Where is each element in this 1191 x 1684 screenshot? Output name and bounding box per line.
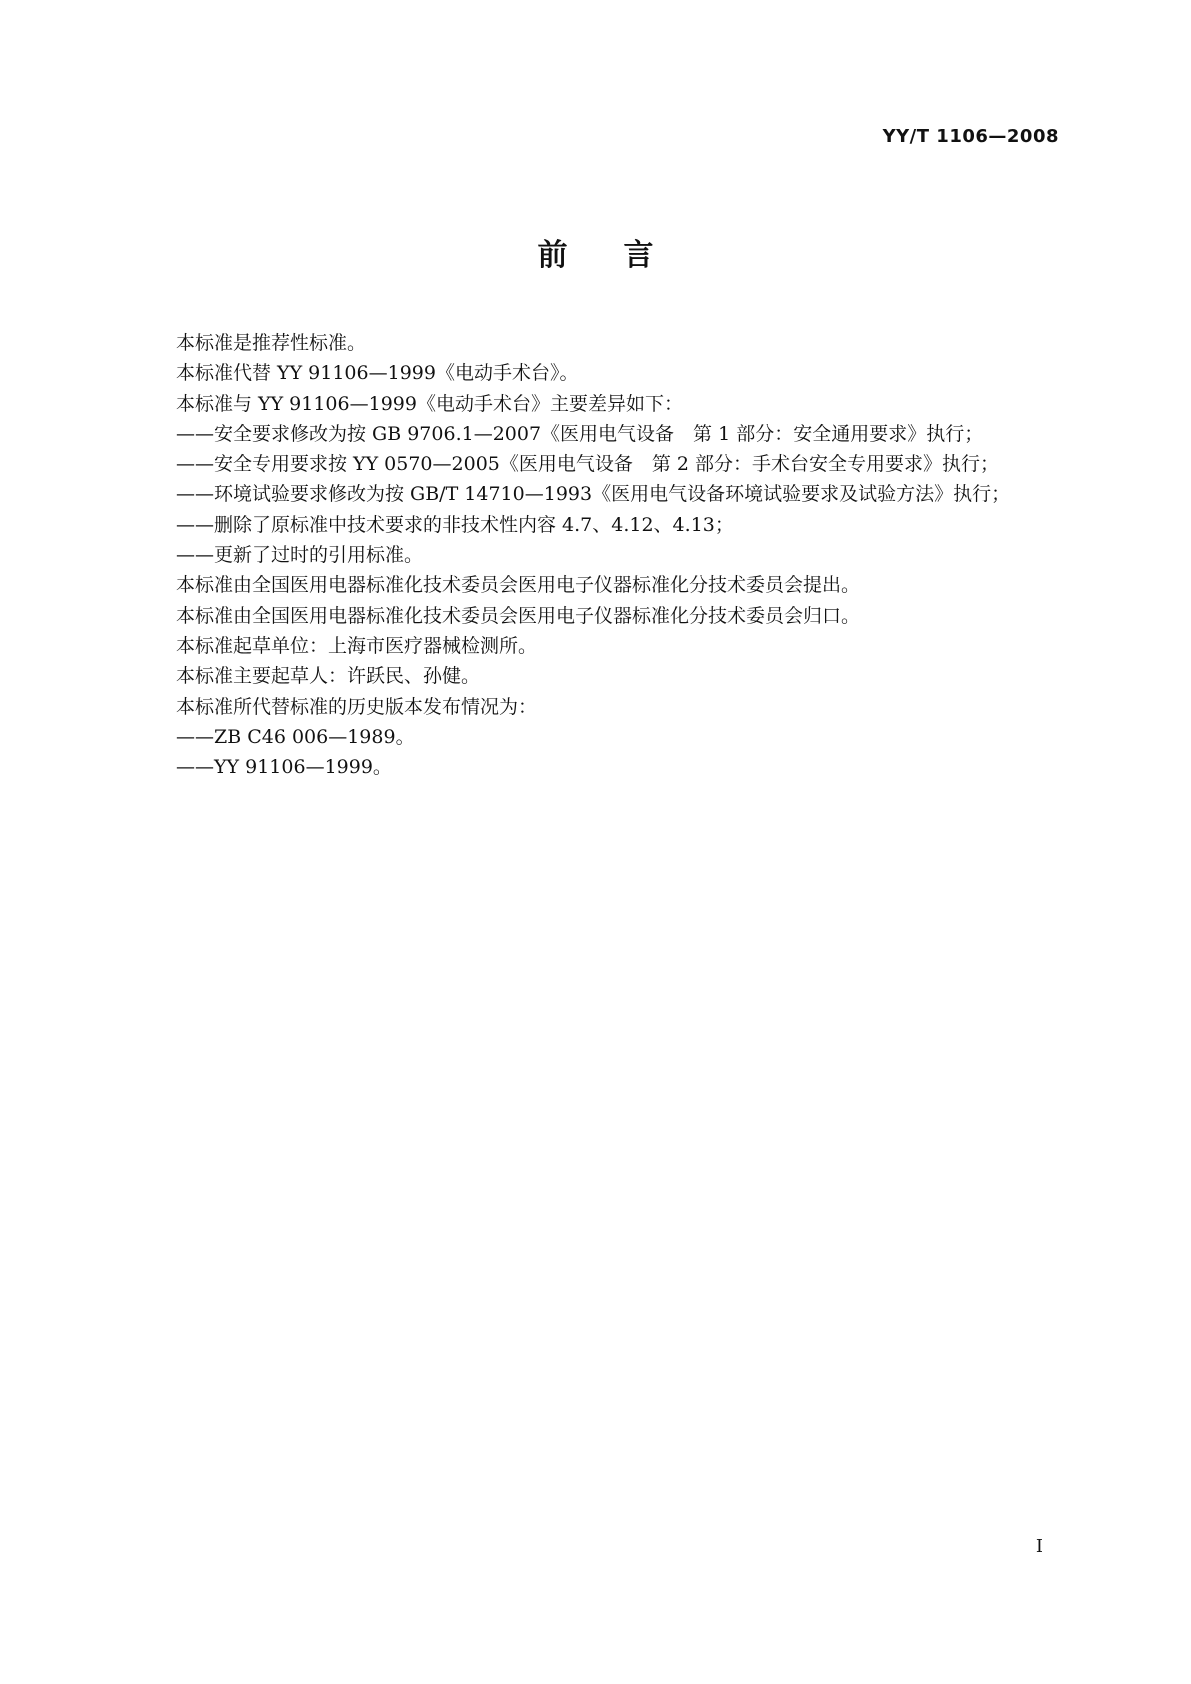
foreword-line-1: 本标准是推荐性标准。 [176,332,367,354]
difference-item-5: ——更新了过时的引用标准。 [176,544,424,567]
difference-item-1: ——安全要求修改为按 GB 9706.1—2007《医用电气设备 第 1 部分：安全通用要求》执行； [176,422,984,445]
history-intro-line: 本标准所代替标准的历史版本发布情况为： [176,695,538,718]
difference-item-4: ——删除了原标准中技术要求的非技术性内容 4.7、4.12、4.13； [176,513,734,536]
page-number: I [1035,1536,1043,1557]
drafting-unit-line: 本标准起草单位：上海市医疗器械检测所。 [176,634,538,657]
difference-item-3: ——环境试验要求修改为按 GB/T 14710—1993《医用电气设备环境试验要求及试验方法》执行； [176,483,1011,506]
proposer-line: 本标准由全国医用电器标准化技术委员会医用电子仪器标准化分技术委员会提出。 [176,574,861,597]
administrator-line: 本标准由全国医用电器标准化技术委员会医用电子仪器标准化分技术委员会归口。 [176,604,861,627]
history-item-2: ——YY 91106—1999。 [176,756,392,779]
drafters-line: 本标准主要起草人：许跃民、孙健。 [176,665,481,688]
foreword-line-2: 本标准代替 YY 91106—1999《电动手术台》。 [176,362,579,385]
history-item-1: ——ZB C46 006—1989。 [176,725,415,748]
foreword-line-3: 本标准与 YY 91106—1999《电动手术台》主要差异如下： [176,392,683,415]
page-title: 前言 [537,238,710,273]
difference-item-2: ——安全专用要求按 YY 0570—2005《医用电气设备 第 2 部分：手术台安全专用要求》执行； [176,453,1000,476]
foreword-body [176,328,1076,782]
standard-code: YY/T 1106—2008 [882,126,1059,147]
